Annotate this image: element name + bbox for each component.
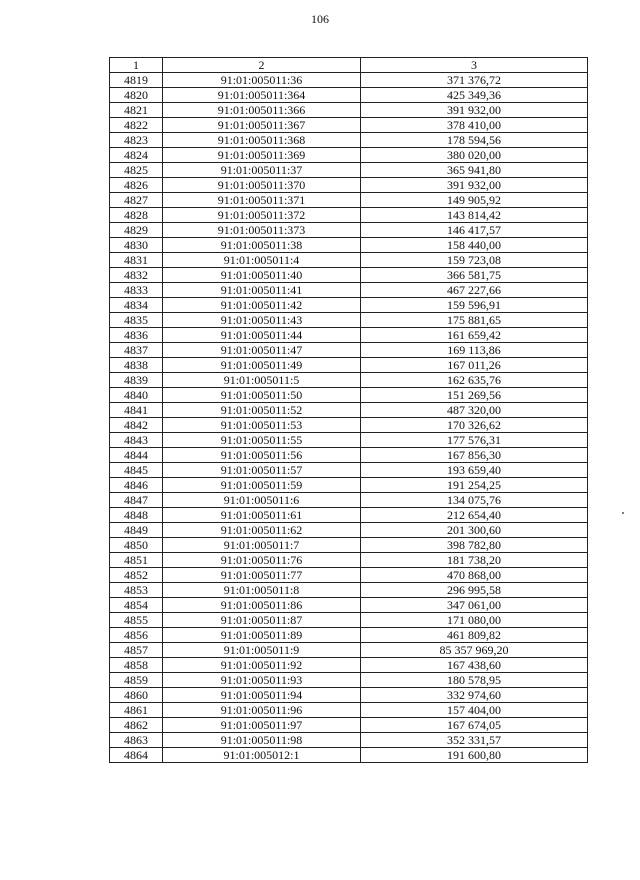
cell-value: 149 905,92 [361,193,588,208]
scan-speck [622,512,624,514]
cell-value: 371 376,72 [361,73,588,88]
cell-cadastral-number: 91:01:005011:43 [163,313,361,328]
cell-cadastral-number: 91:01:005011:96 [163,703,361,718]
table-row [110,643,588,658]
cell-index: 4823 [110,133,163,148]
cell-index: 4843 [110,433,163,448]
cell-index: 4838 [110,358,163,373]
cell-value: 171 080,00 [361,613,588,628]
cell-index: 4849 [110,523,163,538]
table-row [110,448,588,463]
cell-value: 470 868,00 [361,568,588,583]
cell-value: 143 814,42 [361,208,588,223]
cell-value: 177 576,31 [361,433,588,448]
cell-value: 191 600,80 [361,748,588,763]
cell-cadastral-number: 91:01:005011:47 [163,343,361,358]
cell-cadastral-number: 91:01:005011:38 [163,238,361,253]
table-row [110,748,588,763]
table-row [110,223,588,238]
cell-cadastral-number: 91:01:005011:89 [163,628,361,643]
cell-value: 170 326,62 [361,418,588,433]
cell-index: 4822 [110,118,163,133]
cell-cadastral-number: 91:01:005011:93 [163,673,361,688]
table-row [110,478,588,493]
cell-value: 157 404,00 [361,703,588,718]
cell-index: 4855 [110,613,163,628]
cell-value: 378 410,00 [361,118,588,133]
table-row [110,178,588,193]
cell-index: 4835 [110,313,163,328]
table-row [110,73,588,88]
cell-value: 180 578,95 [361,673,588,688]
table-row [110,358,588,373]
table-body [110,73,588,763]
table-row [110,718,588,733]
cell-cadastral-number: 91:01:005011:367 [163,118,361,133]
cell-index: 4840 [110,388,163,403]
cell-cadastral-number: 91:01:005011:7 [163,538,361,553]
table-row [110,688,588,703]
cell-value: 169 113,86 [361,343,588,358]
cell-value: 167 856,30 [361,448,588,463]
cell-cadastral-number: 91:01:005011:36 [163,73,361,88]
table-row [110,238,588,253]
cell-index: 4864 [110,748,163,763]
table-row [110,328,588,343]
cell-value: 85 357 969,20 [361,643,588,658]
cell-cadastral-number: 91:01:005011:49 [163,358,361,373]
cell-value: 398 782,80 [361,538,588,553]
cell-value: 134 075,76 [361,493,588,508]
cell-value: 425 349,36 [361,88,588,103]
cell-index: 4831 [110,253,163,268]
cell-cadastral-number: 91:01:005011:370 [163,178,361,193]
cell-cadastral-number: 91:01:005011:62 [163,523,361,538]
cell-cadastral-number: 91:01:005011:50 [163,388,361,403]
cell-cadastral-number: 91:01:005012:1 [163,748,361,763]
table-row [110,313,588,328]
cell-value: 201 300,60 [361,523,588,538]
cell-value: 146 417,57 [361,223,588,238]
cell-value: 151 269,56 [361,388,588,403]
cell-value: 191 254,25 [361,478,588,493]
cell-index: 4844 [110,448,163,463]
cell-index: 4836 [110,328,163,343]
cell-index: 4819 [110,73,163,88]
table-row [110,163,588,178]
cell-value: 175 881,65 [361,313,588,328]
cell-cadastral-number: 91:01:005011:57 [163,463,361,478]
cell-cadastral-number: 91:01:005011:368 [163,133,361,148]
table-row [110,118,588,133]
cell-cadastral-number: 91:01:005011:40 [163,268,361,283]
cell-cadastral-number: 91:01:005011:53 [163,418,361,433]
cell-index: 4854 [110,598,163,613]
cell-index: 4833 [110,283,163,298]
column-header-cadastral-number: 2 [163,58,361,73]
cell-value: 391 932,00 [361,103,588,118]
cell-cadastral-number: 91:01:005011:371 [163,193,361,208]
cell-cadastral-number: 91:01:005011:55 [163,433,361,448]
table-row [110,193,588,208]
cell-cadastral-number: 91:01:005011:8 [163,583,361,598]
cell-value: 167 674,05 [361,718,588,733]
cell-value: 391 932,00 [361,178,588,193]
cell-index: 4820 [110,88,163,103]
table-row [110,538,588,553]
cell-value: 347 061,00 [361,598,588,613]
cell-index: 4853 [110,583,163,598]
cell-index: 4827 [110,193,163,208]
cell-index: 4841 [110,403,163,418]
registry-table [109,57,588,763]
cell-cadastral-number: 91:01:005011:92 [163,658,361,673]
cell-value: 181 738,20 [361,553,588,568]
table-header-row [110,58,588,73]
cell-index: 4828 [110,208,163,223]
cell-cadastral-number: 91:01:005011:6 [163,493,361,508]
cell-value: 332 974,60 [361,688,588,703]
cell-cadastral-number: 91:01:005011:372 [163,208,361,223]
cell-cadastral-number: 91:01:005011:56 [163,448,361,463]
cell-cadastral-number: 91:01:005011:52 [163,403,361,418]
cell-index: 4856 [110,628,163,643]
table-row [110,298,588,313]
cell-index: 4861 [110,703,163,718]
table-row [110,418,588,433]
cell-cadastral-number: 91:01:005011:5 [163,373,361,388]
cell-cadastral-number: 91:01:005011:373 [163,223,361,238]
cell-index: 4862 [110,718,163,733]
cell-index: 4857 [110,643,163,658]
cell-index: 4825 [110,163,163,178]
cell-index: 4826 [110,178,163,193]
column-header-value: 3 [361,58,588,73]
cell-value: 352 331,57 [361,733,588,748]
table-row [110,343,588,358]
cell-value: 158 440,00 [361,238,588,253]
cell-cadastral-number: 91:01:005011:364 [163,88,361,103]
cell-cadastral-number: 91:01:005011:61 [163,508,361,523]
cell-cadastral-number: 91:01:005011:366 [163,103,361,118]
cell-index: 4829 [110,223,163,238]
table-row [110,133,588,148]
cell-cadastral-number: 91:01:005011:4 [163,253,361,268]
table-row [110,733,588,748]
cell-value: 162 635,76 [361,373,588,388]
cell-index: 4821 [110,103,163,118]
cell-index: 4830 [110,238,163,253]
cell-value: 487 320,00 [361,403,588,418]
cell-index: 4859 [110,673,163,688]
table-row [110,628,588,643]
table-row [110,463,588,478]
cell-value: 159 596,91 [361,298,588,313]
table-row [110,88,588,103]
cell-cadastral-number: 91:01:005011:369 [163,148,361,163]
cell-cadastral-number: 91:01:005011:37 [163,163,361,178]
cell-value: 193 659,40 [361,463,588,478]
cell-cadastral-number: 91:01:005011:86 [163,598,361,613]
cell-cadastral-number: 91:01:005011:94 [163,688,361,703]
table-row [110,553,588,568]
cell-value: 365 941,80 [361,163,588,178]
cell-cadastral-number: 91:01:005011:77 [163,568,361,583]
cell-index: 4860 [110,688,163,703]
cell-index: 4839 [110,373,163,388]
cell-value: 366 581,75 [361,268,588,283]
cell-cadastral-number: 91:01:005011:97 [163,718,361,733]
cell-index: 4863 [110,733,163,748]
cell-value: 212 654,40 [361,508,588,523]
cell-index: 4847 [110,493,163,508]
cell-cadastral-number: 91:01:005011:9 [163,643,361,658]
page-number: 106 [311,12,329,26]
table-row [110,388,588,403]
cell-index: 4845 [110,463,163,478]
cell-cadastral-number: 91:01:005011:44 [163,328,361,343]
cell-index: 4832 [110,268,163,283]
cell-cadastral-number: 91:01:005011:41 [163,283,361,298]
cell-index: 4834 [110,298,163,313]
table-row [110,373,588,388]
table-row [110,613,588,628]
table-row [110,493,588,508]
cell-value: 161 659,42 [361,328,588,343]
cell-index: 4852 [110,568,163,583]
cell-value: 467 227,66 [361,283,588,298]
table-row [110,208,588,223]
cell-value: 461 809,82 [361,628,588,643]
table-row [110,673,588,688]
table-row [110,658,588,673]
cell-cadastral-number: 91:01:005011:59 [163,478,361,493]
cell-cadastral-number: 91:01:005011:76 [163,553,361,568]
cell-index: 4837 [110,343,163,358]
table-row [110,523,588,538]
table-row [110,568,588,583]
cell-cadastral-number: 91:01:005011:87 [163,613,361,628]
table-row [110,268,588,283]
cell-value: 167 438,60 [361,658,588,673]
table-row [110,598,588,613]
cell-index: 4850 [110,538,163,553]
table-row [110,433,588,448]
table-row [110,103,588,118]
table-row [110,403,588,418]
table-row [110,703,588,718]
cell-value: 178 594,56 [361,133,588,148]
table-row [110,253,588,268]
cell-index: 4848 [110,508,163,523]
cell-cadastral-number: 91:01:005011:42 [163,298,361,313]
table-row [110,583,588,598]
table-row [110,283,588,298]
cell-cadastral-number: 91:01:005011:98 [163,733,361,748]
table-row [110,148,588,163]
column-header-index: 1 [110,58,163,73]
table-row [110,508,588,523]
cell-index: 4858 [110,658,163,673]
cell-index: 4842 [110,418,163,433]
cell-index: 4824 [110,148,163,163]
cell-value: 159 723,08 [361,253,588,268]
cell-index: 4851 [110,553,163,568]
cell-value: 296 995,58 [361,583,588,598]
cell-index: 4846 [110,478,163,493]
cell-value: 167 011,26 [361,358,588,373]
cell-value: 380 020,00 [361,148,588,163]
